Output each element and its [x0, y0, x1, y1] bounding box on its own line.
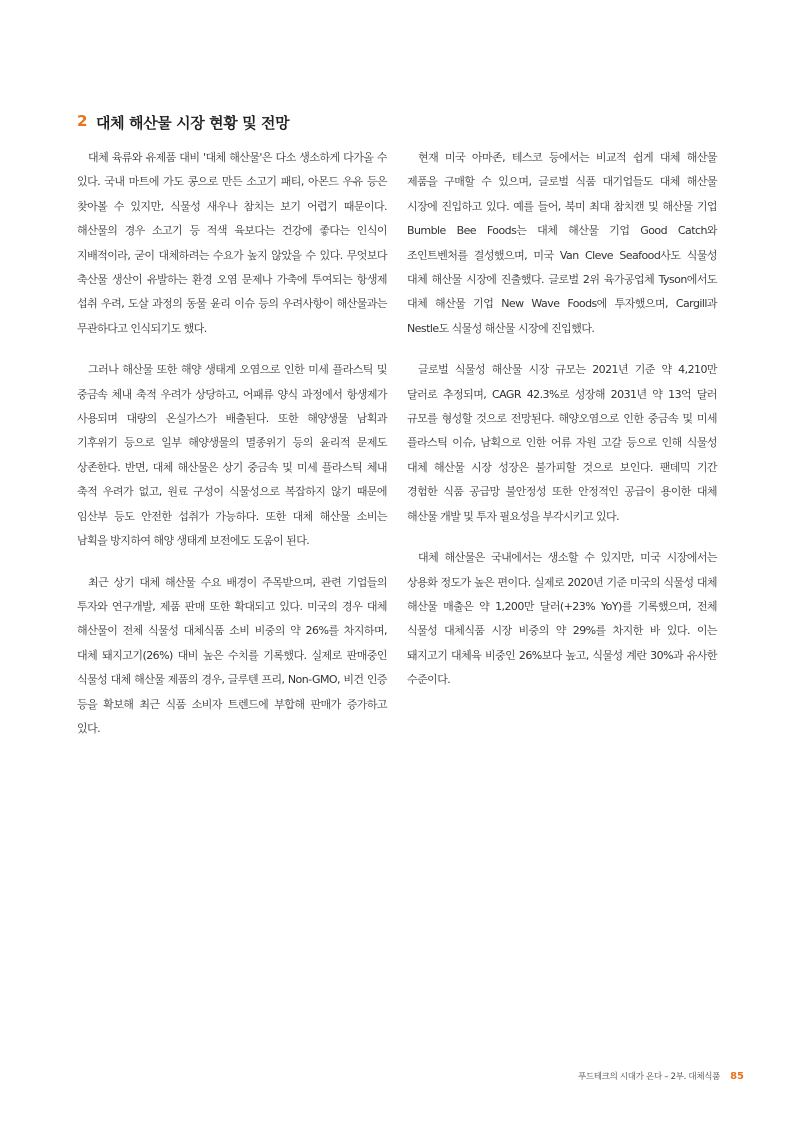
left-column [77, 146, 387, 758]
paragraph-right-2: 글로벌 식물성 해산물 시장 규모는 2021년 기준 약 4,210만 달러로 추정되며, CAGR 42.3%로 성장해 2031년 약 13억 달러 규모를 형성할 것으로 전망된다. 해양오염으로 인한 중금속 및 미세 플라스틱 이슈, 남획으로 인한 어류 자원 고갈 등으로 인해 식물성 대체 해산물 시장 성장은 불가피할 것으로 보인다. 팬데믹 기간 경험한 식품 공급망 불안정성 또한 안정적인 공급이 용이한 대체 해산물 개발 및 투자 필요성을 부각시키고 있다. [407, 363, 717, 523]
paragraph-left-1: 대체 육류와 유제품 대비 '대체 해산물'은 다소 생소하게 다가올 수 있다. 국내 마트에 가도 콩으로 만든 소고기 패티, 아몬드 우유 등은 찾아볼 수 있지만, 식물성 새우나 참치는 보기 어렵기 때문이다. 해산물의 경우 소고기 등 적색 육보다는 건강에 좋다는 인식이 지배적이라, 굳이 대체하려는 수요가 높지 않았을 수 있다. 무엇보다 축산물 생산이 유발하는 환경 오염 문제나 가축에 투여되는 항생제 섭취 우려, 도살 과정의 동물 윤리 이슈 등의 우려사항이 해산물과는 무관하다고 인식되기도 했다. [77, 151, 387, 335]
paragraph-right-3: 대체 해산물은 국내에서는 생소할 수 있지만, 미국 시장에서는 상용화 정도가 높은 편이다. 실제로 2020년 기준 미국의 식물성 대체 해산물 매출은 약 1,200만 달러(+23% YoY)를 기록했으며, 전체 식물성 대체식품 시장 비중의 약 29%를 차지한 바 있다. 이는 돼지고기 대체육 비중인 26%보다 높고, 식물성 계란 30%과 유사한 수준이다. [407, 551, 717, 687]
page-footer [578, 1070, 744, 1082]
paragraph-left-3: 최근 상기 대체 해산물 수요 배경이 주목받으며, 관련 기업들의 투자와 연구개발, 제품 판매 또한 확대되고 있다. 미국의 경우 대체 해산물이 전체 식물성 대체식품 소비 비중의 약 26%를 차지하며, 대체 돼지고기(26%) 대비 높은 수치를 기록했다. 실제로 판매중인 식물성 대체 해산물 제품의 경우, 글루텐 프리, Non-GMO, 비건 인증 등을 확보해 최근 식품 소비자 트렌드에 부합해 판매가 증가하고 있다. [77, 575, 387, 735]
page-number: 85 [730, 1071, 744, 1082]
section-heading [77, 112, 289, 133]
section-number: 2 [77, 112, 88, 130]
footer-running-title: 푸드테크의 시대가 온다 – 2부. 대체식품 [577, 1072, 721, 1082]
section-title: 대체 해산물 시장 현황 및 전망 [96, 114, 290, 132]
paragraph-left-2: 그러나 해산물 또한 해양 생태계 오염으로 인한 미세 플라스틱 및 중금속 체내 축적 우려가 상당하고, 어패류 양식 과정에서 항생제가 사용되며 대량의 온실가스가 배출된다. 또한 해양생물 남획과 기후위기 등으로 일부 해양생물의 멸종위기 등의 윤리적 문제도 상존한다. 반면, 대체 해산물은 상기 중금속 및 미세 플라스틱 체내 축적 우려가 없고, 원료 구성이 식물성으로 복잡하지 않기 때문에 임산부 등도 안전한 섭취가 가능하다. 또한 대체 해산물 소비는 남획을 방지하여 해양 생태계 보전에도 도움이 된다. [77, 363, 387, 548]
paragraph-right-1: 현재 미국 아마존, 테스코 등에서는 비교적 쉽게 대체 해산물 제품을 구매할 수 있으며, 글로벌 식품 대기업들도 대체 해산물 시장에 진입하고 있다. 예를 들어, 북미 최대 참치캔 및 해산물 기업 Bumble Bee Foods는 대체 해산물 기업 Good Catch와 조인트벤처를 결성했으며, 미국 Van Cleve Seafood사도 식물성 대체 해산물 시장에 진출했다. 글로벌 2위 육가공업체 Tyson에서도 대체 해산물 기업 New Wave Foods에 투자했으며, Cargill과 Nestle도 식물성 해산물 시장에 진입했다. [407, 151, 717, 335]
right-column [407, 146, 717, 710]
